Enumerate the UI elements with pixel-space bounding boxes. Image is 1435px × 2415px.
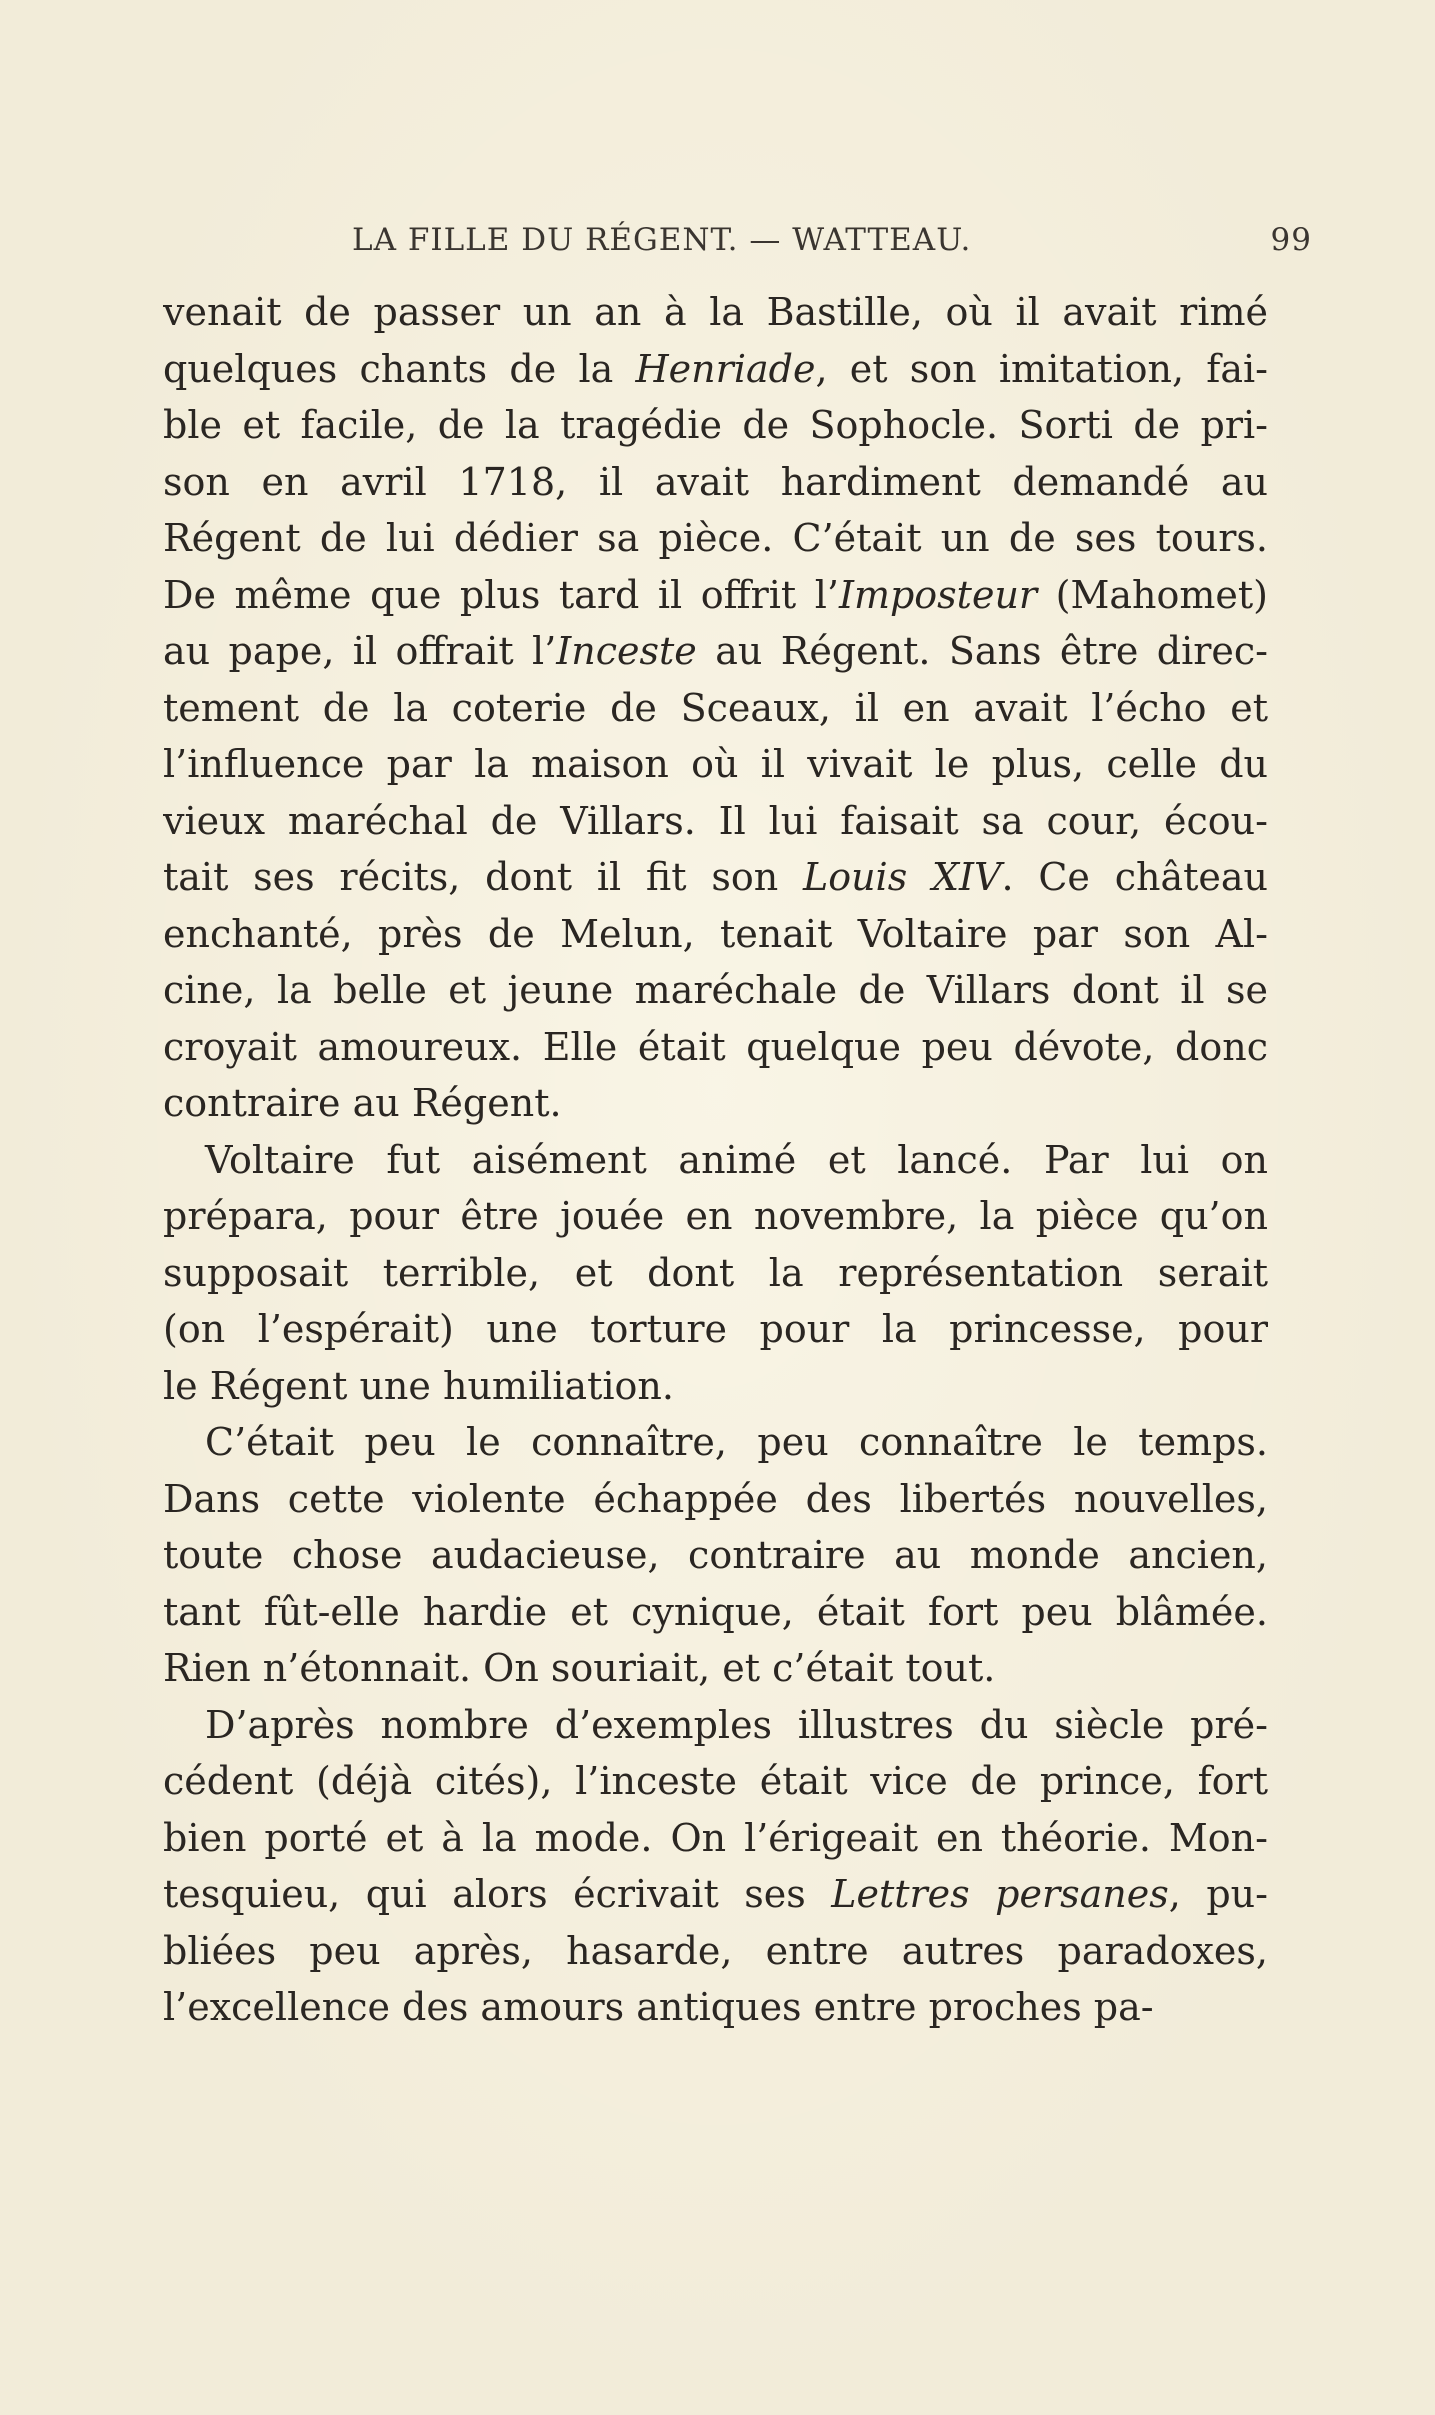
text-line: venait de passer un an à la Bastille, où il avait rimé [163, 290, 1268, 334]
text-line: ble et facile, de la tragédie de Sophocle. Sorti de pri- [163, 403, 1268, 447]
italic-title: Inceste [556, 629, 697, 673]
running-head-title: LA FILLE DU RÉGENT. — WATTEAU. [352, 222, 972, 258]
text-line: cédent (déjà cités), l’inceste était vice de prince, fort [163, 1759, 1268, 1803]
text-line: tesquieu, qui alors écrivait ses Lettres persanes, pu- [163, 1872, 1268, 1916]
text-line: Dans cette violente échappée des libertés nouvelles, [163, 1476, 1268, 1521]
text-line: tant fût-elle hardie et cynique, était fort peu blâmée. [163, 1589, 1268, 1634]
text-line: D’après nombre d’exemples illustres du siècle pré- [205, 1702, 1268, 1747]
text-line: prépara, pour être jouée en novembre, la pièce qu’on [163, 1194, 1268, 1238]
text-line: cine, la belle et jeune maréchale de Villars dont il se [163, 968, 1268, 1012]
text-line: C’était peu le connaître, peu connaître le temps. [205, 1420, 1268, 1464]
text-line: l’excellence des amours antiques entre proches pa- [163, 1985, 1154, 2029]
text-line: Rien n’étonnait. On souriait, et c’était tout. [163, 1646, 996, 1690]
text-line: bliées peu après, hasarde, entre autres paradoxes, [163, 1928, 1268, 1973]
text-line: bien porté et à la mode. On l’érigeait en théorie. Mon- [163, 1815, 1268, 1860]
text-line: vieux maréchal de Villars. Il lui faisait sa cour, écou- [163, 798, 1268, 843]
italic-title: Louis XIV [802, 855, 1002, 899]
text-line: enchanté, près de Melun, tenait Voltaire par son Al- [163, 911, 1268, 956]
text-line: croyait amoureux. Elle était quelque peu dévote, donc [163, 1024, 1268, 1069]
text-line: Régent de lui dédier sa pièce. C’était un de ses tours. [163, 516, 1268, 560]
text-line: tement de la coterie de Sceaux, il en avait l’écho et [163, 685, 1268, 730]
text-line: contraire au Régent. [163, 1081, 562, 1125]
italic-title: Lettres persanes [831, 1872, 1169, 1916]
text-line: supposait terrible, et dont la représentation serait [163, 1250, 1268, 1295]
italic-title: Henriade [635, 346, 816, 391]
text-line: l’influence par la maison où il vivait le plus, celle du [163, 742, 1268, 786]
text-line: quelques chants de la Henriade, et son imitation, fai- [163, 346, 1268, 391]
text-line: le Régent une humiliation. [163, 1363, 674, 1408]
text-line: De même que plus tard il offrit l’Imposteur (Mahomet) [163, 572, 1268, 617]
page-number: 99 [1270, 222, 1312, 258]
body-text [163, 284, 1268, 2036]
text-line: au pape, il offrait l’Inceste au Régent. Sans être direc- [163, 629, 1268, 673]
running-head [352, 222, 1352, 270]
text-line: (on l’espérait) une torture pour la princesse, pour [163, 1307, 1268, 1351]
text-line: tait ses récits, dont il fit son Louis XIV. Ce château [163, 855, 1268, 899]
text-line: Voltaire fut aisément animé et lancé. Par lui on [205, 1137, 1268, 1182]
text-line: toute chose audacieuse, contraire au monde ancien, [163, 1533, 1268, 1577]
text-line: son en avril 1718, il avait hardiment demandé au [163, 459, 1268, 504]
italic-title: Imposteur [838, 572, 1038, 617]
